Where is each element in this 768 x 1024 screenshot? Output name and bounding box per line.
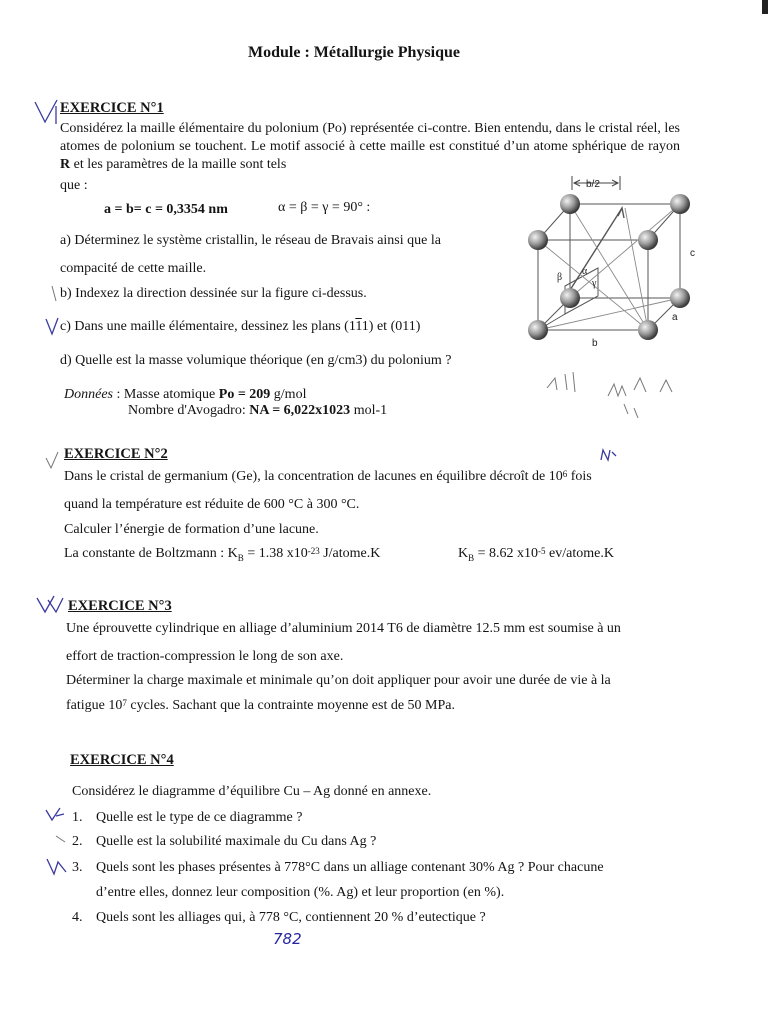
question-4-3-line2: d’entre elles, donnez leur composition (%. Ag) et leur proportion (en %). [96,885,505,900]
exercise-1-que: que : [60,178,88,193]
fig-label-gamma: γ [592,278,597,289]
exercise-3-heading: EXERCICE N°3 [68,598,172,614]
exercise-4-intro: Considérez le diagramme d’équilibre Cu – Ag donné en annexe. [72,784,432,799]
question-4-1: 1. Quelle est le type de ce diagramme ? [72,810,303,825]
boltzmann-constant-j: La constante de Boltzmann : $K_B = 1.38$ $x10^{-23}$ J/atome.K [64,546,381,563]
fig-label-a: a [672,312,678,323]
fig-label-c: c [690,248,695,259]
pencil-scribble-icon [604,374,674,424]
question-4-2: 2. Quelle est la solubilité maximale du Cu dans Ag ? [72,834,377,849]
pencil-tick-icon [50,285,60,303]
question-1a-line2: compacité de cette maille. [60,261,207,276]
data-mass: Données : Masse atomique Po = 209 g/mol [64,387,307,402]
fig-label-alpha: α [582,266,588,277]
scan-edge-mark [762,0,768,14]
boltzmann-constant-ev: $K_B = 8.62$ $x10^{-5}$ ev/atome.K [458,546,614,563]
exercise-4-heading: EXERCICE N°4 [70,752,174,768]
check-mark-icon [44,316,60,338]
exercise-1-heading: EXERCICE N°1 [60,100,164,116]
page-title: Module : Métallurgie Physique [248,44,460,61]
exercise-2-heading: EXERCICE N°2 [64,446,168,462]
pencil-tick-icon [44,450,62,472]
question-1d: d) Quelle est la masse volumique théorique (en g/cm3) du polonium ? [60,353,452,368]
question-1a-line1: a) Déterminez le système cristallin, le réseau de Bravais ainsi que la [60,233,441,248]
question-1c: c) Dans une maille élémentaire, dessinez les plans (111) et (011) [60,319,421,334]
question-4-3-line1: 3. Quels sont les phases présentes à 778°C dans un alliage contenant 30% Ag ? Pour chacune [72,860,604,875]
exercise-1-intro: Considérez la maille élémentaire du polonium (Po) représentée ci-contre. Bien entendu, dans le cristal réel, les atomes de polonium se touchent. Le motif associé à cette maille est constitué d’un atome sphérique de rayon R et les paramètres de la maille sont tels [60,121,680,172]
lattice-params: a = b= c = 0,3354 nm [104,202,228,217]
check-mark-icon [34,594,66,616]
question-4-4: 4. Quels sont les alliages qui, à 778 °C, contiennent 20 % d’eutectique ? [72,910,486,925]
fig-label-b: b [592,338,598,348]
handwritten-mark-icon [598,446,620,466]
exercise-2-line3: Calculer l’énergie de formation d’une lacune. [64,522,319,537]
fig-label-b2: b/2 [586,179,600,190]
exercise-2-line2: quand la température est réduite de 600 °C à 300 °C. [64,497,360,512]
check-mark-icon [42,806,68,826]
lattice-angles: α = β = γ = 90° : [278,200,371,215]
exercise-3-line4: fatigue $10^7$ cycles. Sachant que la contrainte moyenne est de 50 MPa. [66,698,455,713]
exercise-3-line1: Une éprouvette cylindrique en alliage d’aluminium 2014 T6 de diamètre 12.5 mm est soumise à un [66,621,621,636]
handwritten-note: 782 [273,930,302,948]
question-1b: b) Indexez la direction dessinée sur la figure ci-dessus. [60,286,367,301]
fig-label-beta: β [557,272,563,283]
check-mark-icon [32,98,60,128]
pencil-tick-icon [54,832,68,846]
pencil-scribble-icon [545,370,585,394]
polonium-unit-cell-figure [480,168,710,348]
exercise-3-line3: Déterminer la charge maximale et minimale qu’on doit appliquer pour avoir une durée de vie à la [66,673,611,688]
data-avogadro: Nombre d'Avogadro: NA = 6,022x1023 mol-1 [128,403,388,418]
exercise-2-line1: Dans le cristal de germanium (Ge), la concentration de lacunes en équilibre décroît de $10^6$ fois [64,469,592,484]
exercise-3-line2: effort de traction-compression le long de son axe. [66,649,344,664]
check-mark-icon [44,856,70,878]
